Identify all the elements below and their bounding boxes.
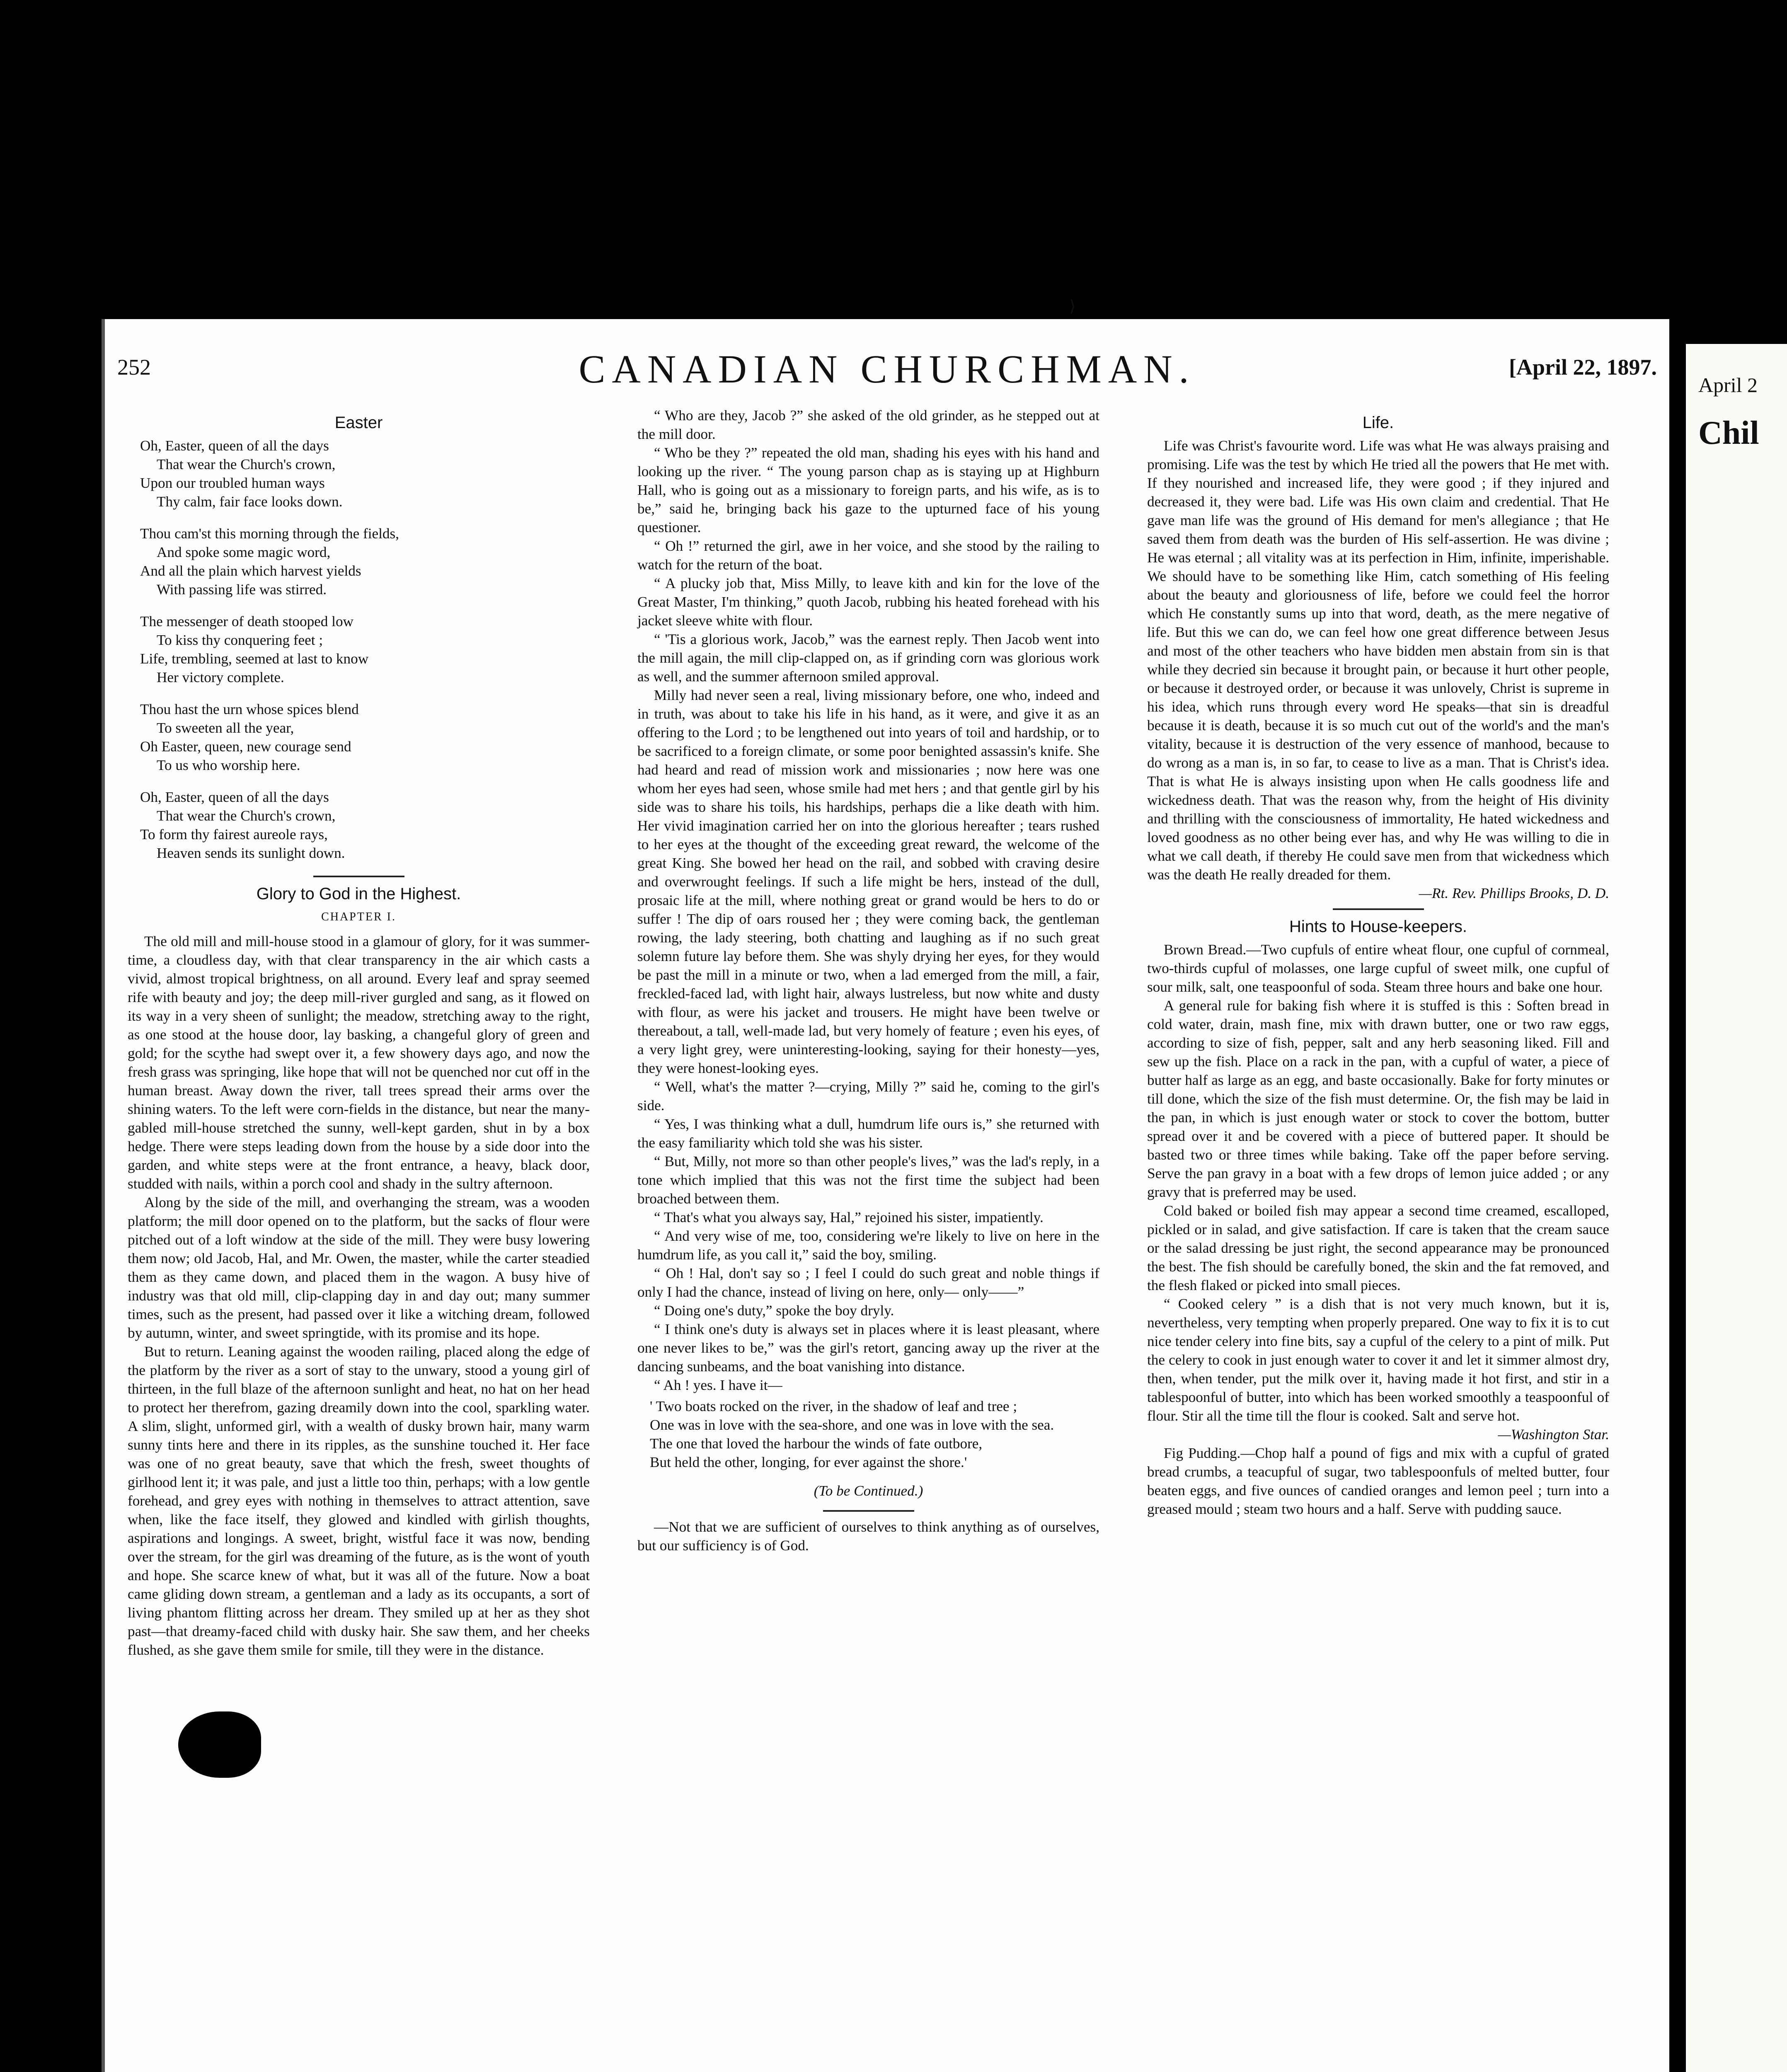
poem-stanza (140, 436, 590, 511)
poem-line: To us who worship here. (157, 757, 300, 773)
chapter-label: CHAPTER I. (321, 910, 396, 923)
column-3 (1147, 406, 1609, 1518)
story-paragraph: “ A plucky job that, Miss Milly, to leave kith and kin for the love of the Great Master, I'm thinking,” quoth Jacob, rubbing his heated forehead with his jacket sleeve white with flour. (637, 575, 1099, 629)
life-text: Life was Christ's favourite word. Life was what He was always praising and promising. Life was the test by which He tried all the powers that He met with. If they nourished and increased life, they were good ; if they injured and decreased it, they were bad. Life was His own claim and credential. That He gave man life was the ground of His demand for men's allegiance ; that He saved them from death was the burden of His self-assertion. He was divine ; He was eternal ; all vitality was at its perfection in Him, infinite, imperishable. We should have to be something like Him, catch something of His feeling about the beauty and gloriousness of life, before we could feel the horror which He constantly sums up into that word, death, as the mere negative of life. But this we can do, we can feel how one great difference between Jesus and most of the other teachers who have bidden men abstain from sin is that while they decried sin because it brought pain, or because it hurt other people, or because it destroyed order, or because it was unlovely, Christ is supreme in his idea, which runs through every word He speaks—that sin is dreadful because it is death, because it is so much cut out of the world's and the man's vitality, because it is destruction of the very essence of manhood, because to do wrong as a man is, in so far, to cease to live as a man. That is Christ's idea. That is what He is always insisting upon when He calls goodness life and wickedness death. That was the reason why, from the height of His divinity and thrilling with the consciousness of immortality, He hated wickedness and loved goodness as no other being ever has, and why He was willing to die in what we call death, if thereby He could save men from that wickedness which was the death He really dreaded for them. (1147, 438, 1609, 883)
hint-source: —Washington Star. (1498, 1426, 1609, 1443)
hint-paragraph: “ Cooked celery ” is a dish that is not very much known, but it is, nevertheless, very tempting when properly prepared. One way to fix it is to cut nice tender celery into fine bits, say a cupful of the celery to a pint of milk. Put the celery to cook in just enough water to cover it and let it simmer almost dry, then, when tender, put the milk over it, having made it hot first, and stir in a tablespoonful of butter, into which has been worked smoothly a teaspoonful of flour. Stir all the time till the flour is cooked. Salt and serve hot. (1147, 1296, 1609, 1424)
quote-line: The one that loved the harbour the winds of fate outbore, (650, 1435, 983, 1452)
life-attribution: —Rt. Rev. Phillips Brooks, D. D. (1419, 885, 1609, 901)
poem-line: To sweeten all the year, (157, 720, 294, 736)
continued-note: (To be Continued.) (814, 1483, 923, 1499)
quote-line: But held the other, longing, for ever against the shore.' (650, 1454, 967, 1470)
story-paragraph: “ Ah ! yes. I have it— (654, 1377, 782, 1393)
hint-paragraph: A general rule for baking fish where it is stuffed is this : Soften bread in cold water, drain, mash fine, mix with drawn butter, one or two raw eggs, according to size of fish, pepper, salt and any herb seasoning liked. Fill and sew up the fish. Place on a rack in the pan, with a cupful of water, a piece of butter half as large as an egg, and baste occasionally. Bake for forty minutes or till done, which the size of the fish must determine. Or, the fish may be laid in the pan, in which is just enough water or stock to cover the bottom, butter spread over it and be covered with a piece of buttered paper. It should be basted two or three times while baking. Take off the paper before serving. Serve the pan gravy in a boat with a few drops of lemon juice added ; or any gravy that is preferred may be used. (1147, 997, 1609, 1200)
poem-line: Life, trembling, seemed at last to know (140, 651, 369, 667)
poem-line: Her victory complete. (157, 669, 284, 685)
story-paragraph: “ Yes, I was thinking what a dull, humdrum life ours is,” she returned with the easy familiarity which told she was his sister. (637, 1116, 1099, 1151)
divider (823, 1510, 914, 1512)
adjacent-page-heading: Chil (1698, 415, 1759, 451)
page-header (117, 346, 1657, 408)
poem-line: To form thy fairest aureole rays, (140, 826, 328, 842)
poem-title: Easter (334, 414, 383, 432)
poem-line: Oh, Easter, queen of all the days (140, 438, 329, 454)
poem-line: Thou hast the urn whose spices blend (140, 701, 359, 717)
story-paragraph: Along by the side of the mill, and overhanging the stream, was a wooden platform; the mill door opened on to the platform, but the sacks of flour were pitched out of a loft window at the side of the mill. They were busy lowering them now; old Jacob, Hal, and Mr. Owen, the master, while the carter steadied them as they came down, and placed them in the wagon. A busy hive of industry was that old mill, clip-clapping day in and day out; many summer times, such as the present, had passed over it like a witching dream, followed by autumn, winter, and sweet springtide, with its promise and its hope. (128, 1194, 590, 1341)
story-paragraph: “ 'Tis a glorious work, Jacob,” was the earnest reply. Then Jacob went into the mill again, the mill clip-clapped on, as if grinding corn was glorious work as well, and the summer afternoon smiled approval. (637, 631, 1099, 685)
story-paragraph: The old mill and mill-house stood in a glamour of glory, for it was summer-time, a cloudless day, with that clear transparency in the air which casts a vivid, almost tropical brightness, on all around. Every leaf and spray seemed rife with beauty and joy; the deep mill-river gurgled and sang, as it flowed on its way in a very sheen of sunlight; the meadow, stretching away to the right, as one stood at the house door, lay basking, a changeful glory of green and gold; for the scythe had swept over it, a few showery days ago, and now the fresh grass was springing, like hope that will not be quenched nor cut off in the human breast. Away down the river, tall trees spread their arms over the shining waters. To the left were corn-fields in the distance, but near the many-gabled mill-house stretched the sunny, well-kept garden, shut in by a box hedge. There were steps leading down from the house by a side door into the garden, and white steps were at the front entrance, a heavy, black door, studded with nails, within a porch cool and shady in the sultry afternoon. (128, 933, 590, 1192)
column-1 (128, 406, 590, 1659)
poem-body (128, 436, 590, 862)
newspaper-page (102, 319, 1669, 2072)
masthead-title: CANADIAN CHURCHMAN. (579, 347, 1196, 391)
life-title: Life. (1362, 414, 1394, 432)
thumb-shadow (178, 1711, 261, 1778)
column-2 (637, 406, 1099, 1555)
poem-line: That wear the Church's crown, (157, 456, 336, 472)
poem-stanza (140, 700, 590, 775)
verse-quote (646, 1397, 1099, 1472)
story-text-col1 (128, 932, 590, 1659)
story-paragraph: “ Oh !” returned the girl, awe in her voice, and she stood by the railing to watch for the return of the boat. (637, 538, 1099, 573)
story-paragraph: “ Who be they ?” repeated the old man, shading his eyes with his hand and looking up the river. “ The young parson chap as is staying up at Highburn Hall, who is going out as a missionary to foreign parts, and his wife, as is to be,” said he, bringing back his gaze to the upturned face of his young questioner. (637, 445, 1099, 535)
page-number: 252 (117, 355, 151, 380)
poem-line: Oh, Easter, queen of all the days (140, 789, 329, 805)
story-paragraph: “ But, Milly, not more so than other people's lives,” was the lad's reply, in a tone which implied that this was not the first time the subject had been broached between them. (637, 1153, 1099, 1207)
poem-stanza (140, 524, 590, 599)
story-paragraph: “ That's what you always say, Hal,” rejoined his sister, impatiently. (654, 1209, 1044, 1225)
story-paragraph: “ And very wise of me, too, considering we're likely to live on here in the humdrum life, as you call it,” said the boy, smiling. (637, 1228, 1099, 1263)
story-paragraph: “ Oh ! Hal, don't say so ; I feel I could do such great and noble things if only I had the chance, instead of living on here, only— only——” (637, 1265, 1099, 1300)
story-title: Glory to God in the Highest. (256, 885, 461, 903)
story-paragraph: Milly had never seen a real, living missionary before, one who, indeed and in truth, was about to take his life in his hand, as it were, and give it as an offering to the Lord ; to be lengthened out into years of toil and hardship, or to be sacrificed to a foreign climate, or some poor benighted assassin's knife. She had heard and read of mission work and missionaries ; now here was one whom her eyes had seen, whose smile had met hers ; and that gentle girl by his side was to share his toils, his hardships, perhaps die a like death with him. Her vivid imagination carried her on into the glorious hereafter ; tears rushed to her eyes at the thought of the exceeding great reward, the welcome of the great King. She bowed her head on the rail, and sobbed with craving desire and overwrought feelings. If such a life might be hers, instead of the dull, prosaic life at the mill, where nothing great or grand would be hers to do or suffer ! The dip of oars roused her ; they were coming back, the gentleman rowing, the lady steering, both chatting and laughing as if no such great solemn future lay before them. She was shyly drying her eyes, for they would be past the mill in a minute or two, when a lad emerged from the mill, a fair, freckled-faced lad, with light hair, always lustreless, but now white and dusty with flour, as were his jacket and trousers. He might have been twelve or thereabout, a tall, well-made lad, but very homely of feature ; even his eyes, of a very light grey, were uninteresting-looking, saying for their honesty—yes, they were honest-looking eyes. (637, 687, 1099, 1076)
poem-line: And all the plain which harvest yields (140, 563, 361, 579)
hints-text (1147, 940, 1609, 1518)
hint-paragraph: Brown Bread.—Two cupfuls of entire wheat flour, one cupful of cornmeal, two-thirds cupful of molasses, one large cupful of sweet milk, one cupful of sour milk, salt, one teaspoonful of soda. Steam three hours and bake one hour. (1147, 942, 1609, 995)
poem-line: With passing life was stirred. (157, 581, 327, 598)
poem-line: Thou cam'st this morning through the fields, (140, 525, 399, 542)
hint-paragraph: Fig Pudding.—Chop half a pound of figs and mix with a cupful of grated bread crumbs, a teacupful of sugar, two tablespoonfuls of melted butter, four beaten eggs, and five ounces of candied oranges and lemon peel ; turn into a greased mould ; steam two hours and a half. Serve with pudding sauce. (1147, 1445, 1609, 1517)
story-paragraph: “ Who are they, Jacob ?” she asked of the old grinder, as he stepped out at the mill door. (637, 407, 1099, 442)
closing-quote: —Not that we are sufficient of ourselves to think anything as of ourselves, but our sufficiency is of God. (637, 1519, 1099, 1554)
poem-stanza (140, 788, 590, 862)
pencil-mark: ⟩ (1069, 297, 1076, 315)
quote-line: ' Two boats rocked on the river, in the shadow of leaf and tree ; (650, 1398, 1017, 1414)
story-paragraph: “ Well, what's the matter ?—crying, Milly ?” said he, coming to the girl's side. (637, 1079, 1099, 1113)
divider (1333, 908, 1424, 910)
adjacent-page-date: April 2 (1698, 373, 1758, 397)
poem-line: To kiss thy conquering feet ; (157, 632, 323, 648)
poem-stanza (140, 612, 590, 687)
issue-date: [April 22, 1897. (1509, 355, 1657, 380)
hints-title: Hints to House-keepers. (1289, 917, 1467, 936)
poem-line: Thy calm, fair face looks down. (157, 494, 343, 510)
quote-line: One was in love with the sea-shore, and one was in love with the sea. (650, 1417, 1054, 1433)
story-paragraph: “ Doing one's duty,” spoke the boy dryly. (654, 1302, 894, 1319)
poem-line: And spoke some magic word, (157, 544, 331, 560)
poem-line: The messenger of death stooped low (140, 613, 354, 629)
divider (313, 876, 404, 877)
story-paragraph: “ I think one's duty is always set in places where it is least pleasant, where one never likes to be,” was the girl's retort, gancing away up the river at the dancing sunbeams, and the boat vanishing into distance. (637, 1321, 1099, 1375)
poem-line: Oh Easter, queen, new courage send (140, 738, 351, 755)
adjacent-page-edge (1686, 344, 1787, 2072)
hint-paragraph: Cold baked or boiled fish may appear a second time creamed, escalloped, pickled or in salad, and give satisfaction. If care is taken that the cream sauce or the salad dressing be just right, the second appearance may be pronounced the best. The fish should be carefully boned, the skin and the fat removed, and the flesh flaked or picked into small pieces. (1147, 1203, 1609, 1293)
poem-line: Heaven sends its sunlight down. (157, 845, 345, 861)
poem-line: That wear the Church's crown, (157, 808, 336, 824)
story-paragraph: But to return. Leaning against the wooden railing, placed along the edge of the platform by the river as a sort of stay to the unwary, stood a young girl of thirteen, in the full blaze of the afternoon sunlight and heat, no hat on her head to protect her therefrom, gazing dreamily down into the cool, sparkling water. A slim, slight, unformed girl, with a wealth of dusky brown hair, many warm sunny tints here and there in its ripples, as the sunshine touched it. Her face was one of no great beauty, save that which the fresh, sweet thoughts of girlhood lent it; it was pale, and just a little too thin, perhaps; with a low gentle forehead, and grey eyes with nothing in themselves to attract attention, save when, like the face itself, they glowed and kindled with girlish thoughts, aspirations and longings. A sweet, bright, wistful face it was now, bending over the stream, for the girl was dreaming of the future, as is the wont of youth and hope. She scarce knew of what, but it was all of the future. Now a boat came gliding down stream, a gentleman and a lady as its occupants, a sort of living phantom flitting across her dream. They smiled up at her as they shot past—that dreamy-faced child with dusky hair. She saw them, and her cheeks flushed, as she gave them smile for smile, till they were in the distance. (128, 1343, 590, 1658)
story-text-col2 (637, 406, 1099, 1394)
poem-line: Upon our troubled human ways (140, 475, 325, 491)
